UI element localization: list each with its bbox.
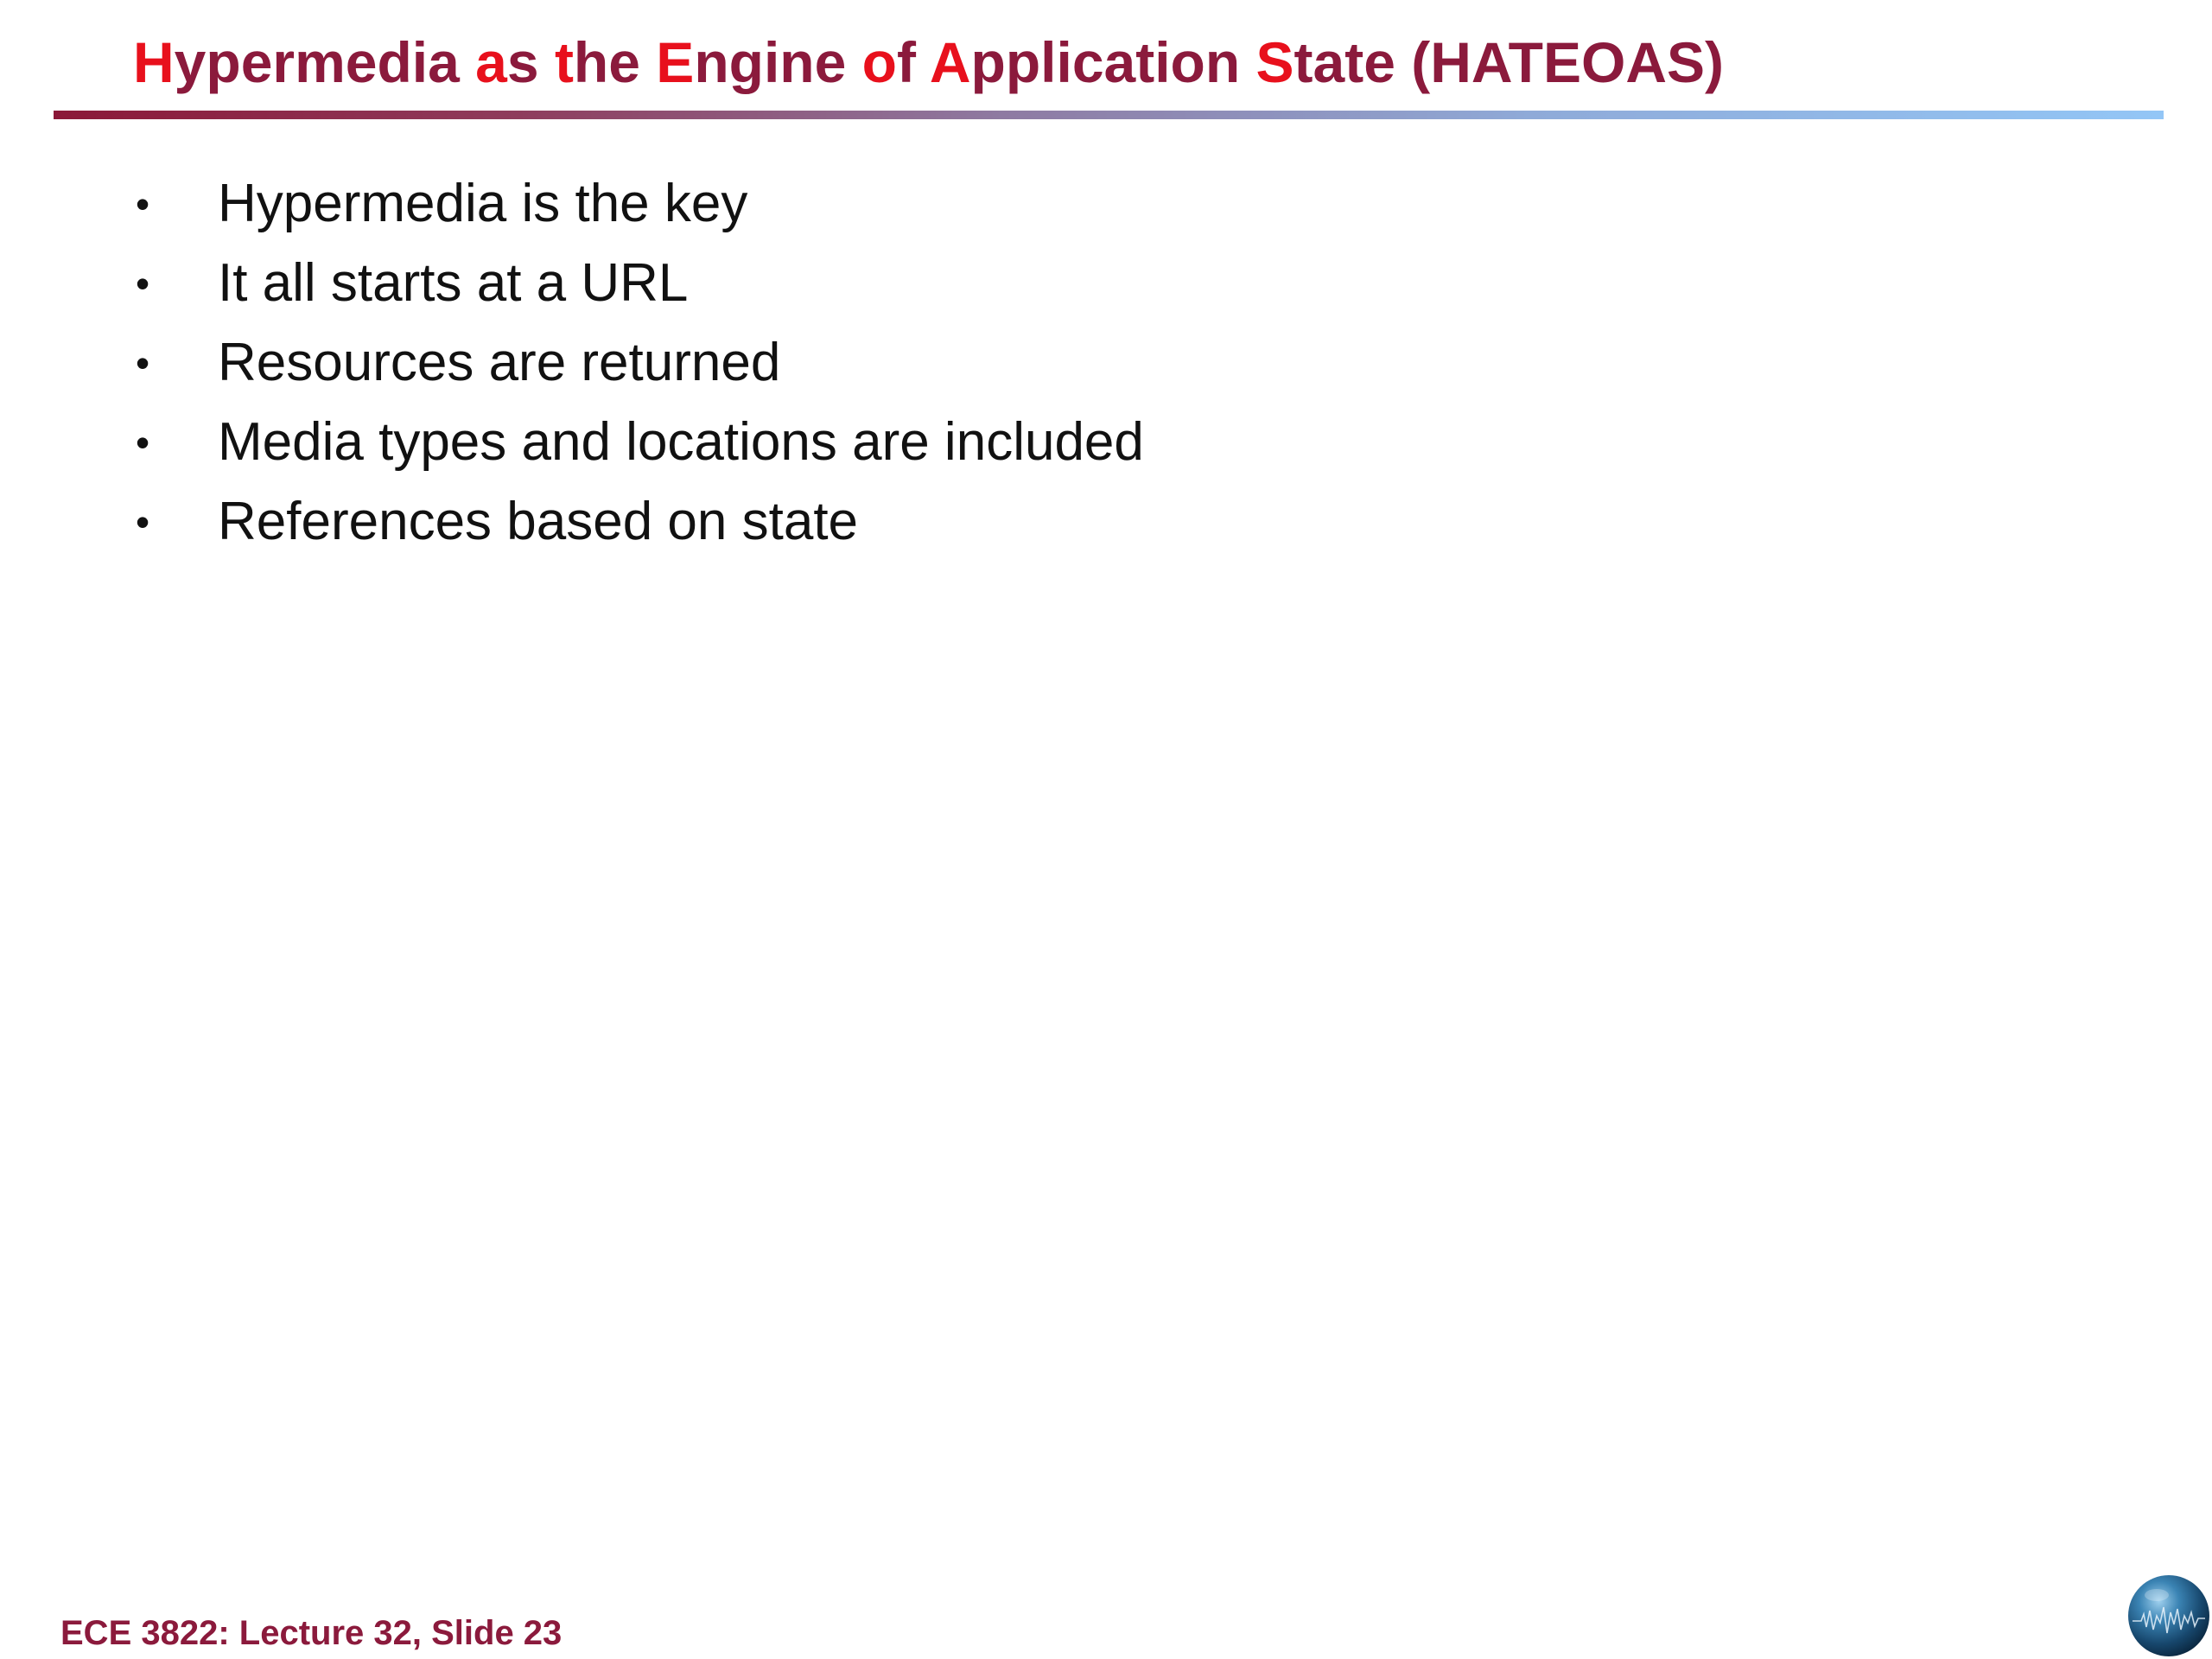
title-segment: o <box>861 30 897 94</box>
title-divider <box>54 111 2164 119</box>
title-segment: a <box>475 30 507 94</box>
bullet-icon: • <box>135 261 150 306</box>
slide-footer: ECE 3822: Lecture 32, Slide 23 <box>60 1614 563 1652</box>
title-segment: S <box>1255 30 1294 94</box>
title-segment: s <box>506 30 555 94</box>
bullet-icon: • <box>135 181 150 226</box>
globe-logo-icon <box>2126 1573 2212 1659</box>
title-segment: he <box>573 30 657 94</box>
bullet-text: Hypermedia is the key <box>218 174 748 233</box>
bullet-icon: • <box>135 499 150 544</box>
title-segment: pplication <box>970 30 1256 94</box>
title-segment: ypermedia <box>174 30 476 94</box>
title-segment: ngine <box>694 30 862 94</box>
bullet-text: It all starts at a URL <box>218 253 689 313</box>
bullet-icon: • <box>135 340 150 385</box>
title-segment: A <box>929 30 971 94</box>
bullet-text: Media types and locations are included <box>218 412 1144 472</box>
title-segment: E <box>656 30 695 94</box>
title-segment: tate (HATEOAS) <box>1294 30 1724 94</box>
title-segment: H <box>133 30 175 94</box>
slide-title <box>133 19 1724 105</box>
bullet-text: References based on state <box>218 492 859 551</box>
title-segment: f <box>896 30 930 94</box>
title-segment: t <box>554 30 574 94</box>
bullet-text: Resources are returned <box>218 333 781 392</box>
bullet-icon: • <box>135 420 150 465</box>
